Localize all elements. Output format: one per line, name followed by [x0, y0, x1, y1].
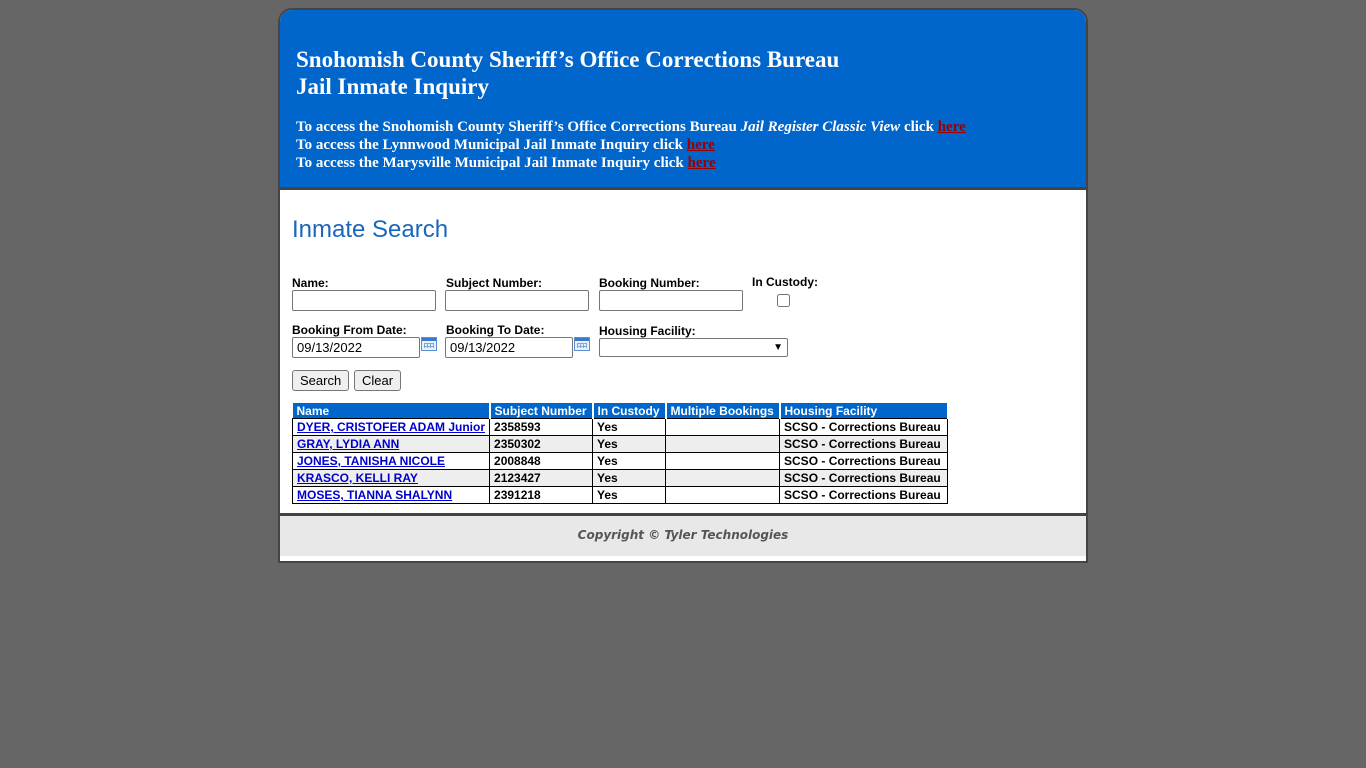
cell-housing-facility: SCSO - Corrections Bureau: [780, 470, 948, 487]
main-frame: [278, 8, 1088, 563]
cell-name: [293, 419, 490, 436]
cell-in-custody: Yes: [593, 487, 666, 504]
header-title-line2: Jail Inmate Inquiry: [296, 74, 489, 99]
page-title: Inmate Search: [292, 216, 449, 243]
table-row: [293, 419, 948, 436]
cell-in-custody: Yes: [593, 453, 666, 470]
cell-multiple-bookings: [666, 419, 780, 436]
cell-subject-number: 2350302: [490, 436, 593, 453]
table-row: [293, 487, 948, 504]
column-header-multiple-bookings[interactable]: Multiple Bookings: [666, 403, 780, 419]
table-row: [293, 453, 948, 470]
lynnwood-here-link[interactable]: here: [686, 137, 715, 153]
access-line-suffix: click: [900, 119, 938, 135]
column-header-name[interactable]: Name: [293, 403, 490, 419]
cell-housing-facility: SCSO - Corrections Bureau: [780, 487, 948, 504]
housing-facility-label: Housing Facility:: [599, 324, 696, 338]
in-custody-checkbox[interactable]: [777, 294, 790, 307]
access-line-classic-view: [296, 118, 1070, 136]
access-line-text: To access the Marysville Municipal Jail Inmate Inquiry click: [296, 155, 688, 171]
column-header-subject-number[interactable]: Subject Number: [490, 403, 593, 419]
access-line-emphasis: Jail Register Classic View: [740, 119, 901, 135]
inmate-name-link[interactable]: MOSES, TIANNA SHALYNN: [297, 488, 453, 502]
table-header-row: [293, 403, 948, 419]
cell-multiple-bookings: [666, 436, 780, 453]
marysville-here-link[interactable]: here: [687, 155, 716, 171]
cell-name: [293, 436, 490, 453]
calendar-icon[interactable]: [574, 337, 590, 351]
name-label: Name:: [292, 276, 329, 290]
cell-multiple-bookings: [666, 470, 780, 487]
calendar-icon[interactable]: [421, 337, 437, 351]
subject-number-input[interactable]: [445, 290, 589, 311]
cell-in-custody: Yes: [593, 419, 666, 436]
cell-housing-facility: SCSO - Corrections Bureau: [780, 419, 948, 436]
access-line-text: To access the Snohomish County Sheriff’s Office Corrections Bureau: [296, 119, 741, 135]
inmate-name-link[interactable]: KRASCO, KELLI RAY: [297, 471, 418, 485]
access-links: [296, 118, 1070, 172]
cell-housing-facility: SCSO - Corrections Bureau: [780, 453, 948, 470]
in-custody-label: In Custody:: [752, 275, 818, 289]
cell-name: [293, 487, 490, 504]
table-row: [293, 436, 948, 453]
access-line-marysville: [296, 154, 1070, 172]
chevron-down-icon: ▼: [773, 342, 783, 353]
booking-number-label: Booking Number:: [599, 276, 700, 290]
booking-to-date-label: Booking To Date:: [446, 323, 545, 337]
booking-number-input[interactable]: [599, 290, 743, 311]
page-header: [280, 10, 1086, 190]
housing-facility-select[interactable]: [599, 338, 788, 357]
name-input[interactable]: [292, 290, 436, 311]
cell-in-custody: Yes: [593, 436, 666, 453]
cell-name: [293, 470, 490, 487]
inmate-name-link[interactable]: DYER, CRISTOFER ADAM Junior: [297, 420, 486, 434]
header-title-line1: Snohomish County Sheriff’s Office Corrections Bureau: [296, 47, 840, 72]
cell-housing-facility: SCSO - Corrections Bureau: [780, 436, 948, 453]
page-footer: [280, 516, 1086, 556]
booking-to-date-input[interactable]: [445, 337, 573, 358]
cell-subject-number: 2123427: [490, 470, 593, 487]
booking-from-date-label: Booking From Date:: [292, 323, 407, 337]
column-header-housing-facility[interactable]: Housing Facility: [780, 403, 948, 419]
cell-name: [293, 453, 490, 470]
cell-subject-number: 2008848: [490, 453, 593, 470]
clear-button[interactable]: Clear: [354, 370, 401, 391]
subject-number-label: Subject Number:: [446, 276, 543, 290]
cell-multiple-bookings: [666, 453, 780, 470]
column-header-in-custody[interactable]: In Custody: [593, 403, 666, 419]
access-line-text: To access the Lynnwood Municipal Jail Inmate Inquiry click: [296, 137, 687, 153]
table-row: [293, 470, 948, 487]
cell-multiple-bookings: [666, 487, 780, 504]
cell-subject-number: 2391218: [490, 487, 593, 504]
search-button[interactable]: Search: [292, 370, 349, 391]
cell-in-custody: Yes: [593, 470, 666, 487]
inmate-name-link[interactable]: GRAY, LYDIA ANN: [297, 437, 400, 451]
results-table: [292, 403, 949, 504]
copyright-text: Copyright © Tyler Technologies: [577, 528, 789, 542]
classic-view-here-link[interactable]: here: [937, 119, 966, 135]
search-panel: [280, 190, 1086, 516]
booking-from-date-input[interactable]: [292, 337, 420, 358]
cell-subject-number: 2358593: [490, 419, 593, 436]
access-line-lynnwood: [296, 136, 1070, 154]
inmate-name-link[interactable]: JONES, TANISHA NICOLE: [297, 454, 446, 468]
